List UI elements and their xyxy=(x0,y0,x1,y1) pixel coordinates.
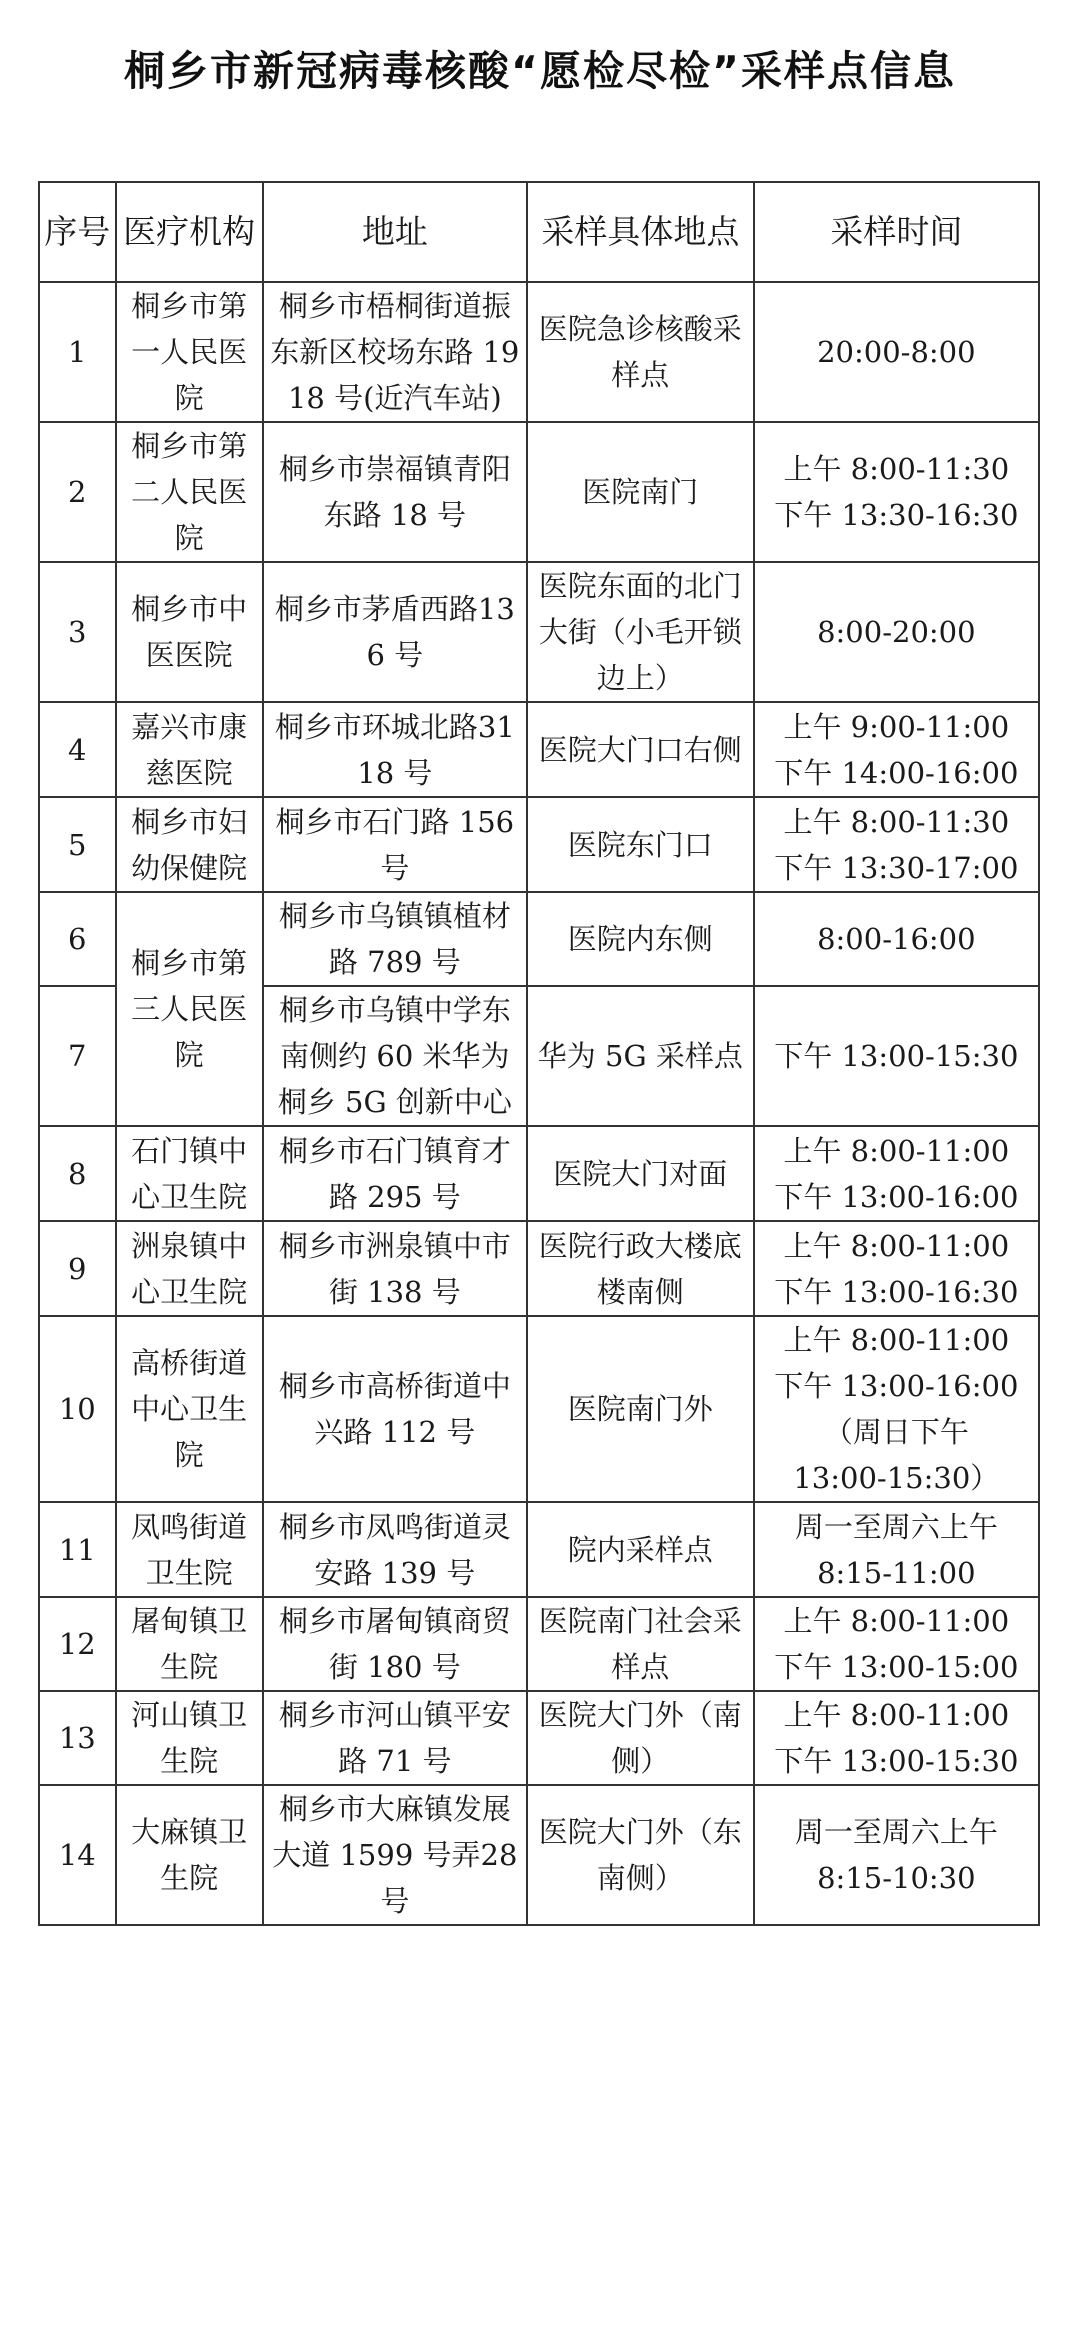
address-cell: 桐乡市河山镇平安路 71 号 xyxy=(263,1691,527,1785)
institution-cell: 桐乡市第二人民医院 xyxy=(116,422,263,562)
sampling-time-line: 上午 8:00-11:30 xyxy=(783,452,1010,486)
sampling-location-cell: 华为 5G 采样点 xyxy=(527,986,754,1126)
header-address: 地址 xyxy=(263,182,527,282)
row-number: 4 xyxy=(39,702,116,797)
address-cell: 桐乡市洲泉镇中市街 138 号 xyxy=(263,1221,527,1316)
sampling-location-cell: 医院东面的北门大街（小毛开锁边上） xyxy=(527,562,754,702)
sampling-time-line: 上午 8:00-11:00 xyxy=(783,1228,1010,1263)
sampling-time-cell xyxy=(754,1502,1039,1597)
sampling-time-cell xyxy=(754,986,1039,1126)
table-row xyxy=(39,892,1039,986)
institution-cell: 高桥街道中心卫生院 xyxy=(116,1316,263,1502)
sampling-time-line: 下午 13:00-16:00 xyxy=(774,1369,1019,1403)
row-number: 2 xyxy=(39,422,116,562)
sampling-location-cell: 医院南门外 xyxy=(527,1316,754,1502)
table-row xyxy=(39,1126,1039,1221)
sampling-time-line: 下午 13:30-17:00 xyxy=(774,850,1019,885)
sampling-location-cell: 医院急诊核酸采样点 xyxy=(527,282,754,422)
table-row xyxy=(39,1691,1039,1785)
sampling-time-line: 13:00-15:30） xyxy=(793,1461,1000,1495)
row-number: 8 xyxy=(39,1126,116,1221)
sampling-time-line: 8:15-11:00 xyxy=(817,1555,976,1590)
sampling-time-cell xyxy=(754,1785,1039,1925)
page-title: 桐乡市新冠病毒核酸“愿检尽检”采样点信息 xyxy=(124,47,956,95)
sampling-location-cell: 医院行政大楼底楼南侧 xyxy=(527,1221,754,1316)
institution-cell: 桐乡市第一人民医院 xyxy=(116,282,263,422)
sampling-time-line: 20:00-8:00 xyxy=(817,335,976,369)
address-cell: 桐乡市大麻镇发展大道 1599 号弄28 号 xyxy=(263,1785,527,1925)
row-number: 6 xyxy=(39,892,116,986)
address-cell: 桐乡市崇福镇青阳东路 18 号 xyxy=(263,422,527,562)
institution-cell: 桐乡市妇幼保健院 xyxy=(116,797,263,892)
sampling-time-cell xyxy=(754,892,1039,986)
table-row xyxy=(39,562,1039,702)
sampling-location-cell: 医院大门对面 xyxy=(527,1126,754,1221)
institution-cell: 桐乡市第三人民医院 xyxy=(116,892,263,1126)
sampling-location-cell: 医院大门外（东南侧） xyxy=(527,1785,754,1925)
sampling-time-line: 下午 14:00-16:00 xyxy=(774,755,1019,790)
table-row xyxy=(39,1597,1039,1691)
address-cell: 桐乡市茅盾西路136 号 xyxy=(263,562,527,702)
institution-cell: 大麻镇卫生院 xyxy=(116,1785,263,1925)
table-row xyxy=(39,282,1039,422)
row-number: 3 xyxy=(39,562,116,702)
sampling-time-line: 下午 13:30-16:30 xyxy=(774,498,1019,532)
address-cell: 桐乡市乌镇镇植材路 789 号 xyxy=(263,892,527,986)
sampling-location-cell: 院内采样点 xyxy=(527,1502,754,1597)
header-no: 序号 xyxy=(39,182,116,282)
sampling-time-line: 上午 8:00-11:00 xyxy=(783,1133,1010,1168)
sampling-time-cell xyxy=(754,422,1039,562)
row-number: 9 xyxy=(39,1221,116,1316)
institution-cell: 凤鸣街道卫生院 xyxy=(116,1502,263,1597)
sampling-time-cell xyxy=(754,1126,1039,1221)
sampling-time-line: 上午 8:00-11:00 xyxy=(783,1604,1010,1638)
sampling-location-cell: 医院大门口右侧 xyxy=(527,702,754,797)
sampling-location-cell: 医院大门外（南侧） xyxy=(527,1691,754,1785)
institution-cell: 洲泉镇中心卫生院 xyxy=(116,1221,263,1316)
address-cell: 桐乡市屠甸镇商贸街 180 号 xyxy=(263,1597,527,1691)
row-number: 5 xyxy=(39,797,116,892)
row-number: 12 xyxy=(39,1597,116,1691)
address-cell: 桐乡市石门镇育才路 295 号 xyxy=(263,1126,527,1221)
table-row xyxy=(39,702,1039,797)
sampling-time-line: 周一至周六上午 xyxy=(794,1509,998,1544)
address-cell: 桐乡市梧桐街道振东新区校场东路 1918 号(近汽车站) xyxy=(263,282,527,422)
institution-cell: 河山镇卫生院 xyxy=(116,1691,263,1785)
institution-cell: 桐乡市中医医院 xyxy=(116,562,263,702)
sampling-location-cell: 医院南门社会采样点 xyxy=(527,1597,754,1691)
sampling-time-cell xyxy=(754,1597,1039,1691)
row-number: 14 xyxy=(39,1785,116,1925)
table-row xyxy=(39,1785,1039,1925)
sampling-time-line: 下午 13:00-15:00 xyxy=(774,1650,1019,1684)
sampling-time-cell xyxy=(754,1221,1039,1316)
table-row xyxy=(39,1502,1039,1597)
sampling-location-cell: 医院东门口 xyxy=(527,797,754,892)
sampling-time-cell xyxy=(754,797,1039,892)
sampling-time-cell xyxy=(754,1316,1039,1502)
sampling-time-line: （周日下午 xyxy=(823,1415,969,1449)
address-cell: 桐乡市乌镇中学东南侧约 60 米华为桐乡 5G 创新中心 xyxy=(263,986,527,1126)
address-cell: 桐乡市高桥街道中兴路 112 号 xyxy=(263,1316,527,1502)
sampling-time-line: 上午 8:00-11:30 xyxy=(783,804,1010,839)
sampling-time-cell xyxy=(754,562,1039,702)
sampling-location-cell: 医院南门 xyxy=(527,422,754,562)
sampling-time-cell xyxy=(754,702,1039,797)
sampling-time-line: 上午 8:00-11:00 xyxy=(783,1323,1010,1357)
sampling-time-line: 下午 13:00-15:30 xyxy=(774,1039,1019,1073)
header-institution: 医疗机构 xyxy=(116,182,263,282)
sampling-time-cell xyxy=(754,282,1039,422)
sampling-sites-table xyxy=(38,181,1040,1926)
table-row xyxy=(39,797,1039,892)
sampling-time-line: 下午 13:00-16:30 xyxy=(774,1274,1019,1309)
row-number: 13 xyxy=(39,1691,116,1785)
sampling-time-line: 下午 13:00-16:00 xyxy=(774,1179,1019,1214)
row-number: 1 xyxy=(39,282,116,422)
row-number: 10 xyxy=(39,1316,116,1502)
table-row xyxy=(39,1316,1039,1502)
institution-cell: 嘉兴市康慈医院 xyxy=(116,702,263,797)
sampling-time-line: 8:00-16:00 xyxy=(817,922,976,956)
address-cell: 桐乡市凤鸣街道灵安路 139 号 xyxy=(263,1502,527,1597)
table-header-row xyxy=(39,182,1039,282)
address-cell: 桐乡市石门路 156号 xyxy=(263,797,527,892)
table-row xyxy=(39,1221,1039,1316)
sampling-time-line: 8:15-10:30 xyxy=(817,1861,976,1895)
table-row xyxy=(39,422,1039,562)
sampling-time-cell xyxy=(754,1691,1039,1785)
sampling-time-line: 上午 9:00-11:00 xyxy=(783,709,1010,744)
address-cell: 桐乡市环城北路3118 号 xyxy=(263,702,527,797)
header-time: 采样时间 xyxy=(754,182,1039,282)
sampling-time-line: 周一至周六上午 xyxy=(794,1815,998,1849)
row-number: 11 xyxy=(39,1502,116,1597)
sampling-time-line: 8:00-20:00 xyxy=(817,615,976,649)
sampling-location-cell: 医院内东侧 xyxy=(527,892,754,986)
row-number: 7 xyxy=(39,986,116,1126)
sampling-time-line: 下午 13:00-15:30 xyxy=(774,1744,1019,1778)
institution-cell: 屠甸镇卫生院 xyxy=(116,1597,263,1691)
header-location: 采样具体地点 xyxy=(527,182,754,282)
sampling-time-line: 上午 8:00-11:00 xyxy=(783,1698,1010,1732)
institution-cell: 石门镇中心卫生院 xyxy=(116,1126,263,1221)
